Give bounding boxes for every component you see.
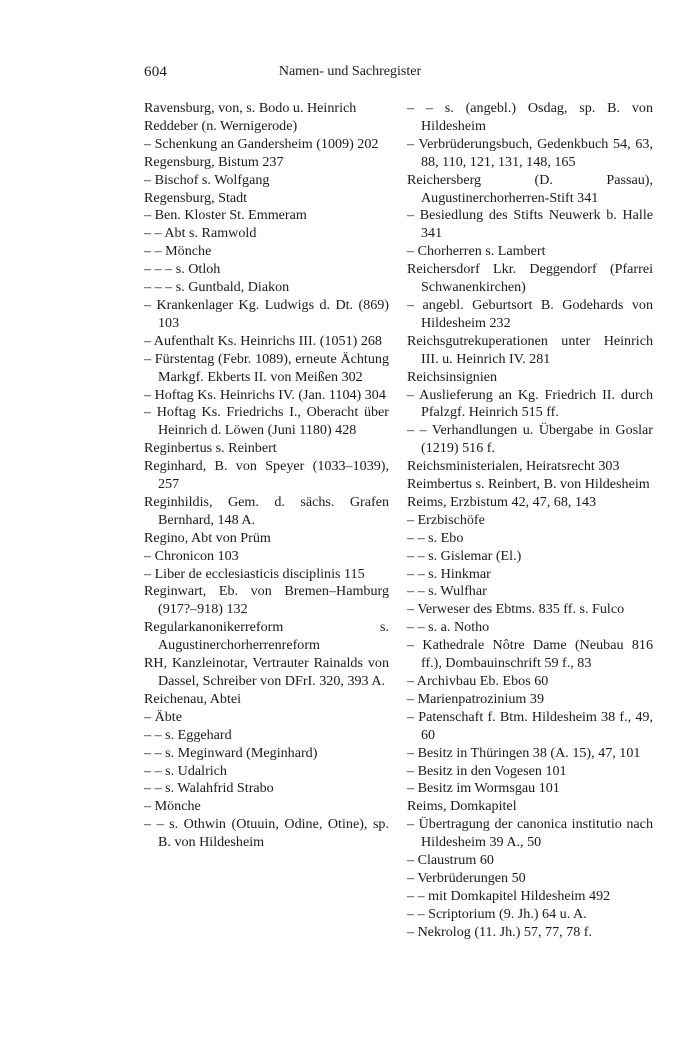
index-entry: – – s. Udalrich xyxy=(144,762,227,779)
index-entry: – Patenschaft f. Btm. Hildesheim 38 f., 49, 60 xyxy=(407,708,653,743)
index-entry: – Kathedrale Nôtre Dame (Neubau 816 ff.), Dombauinschrift 59 f., 83 xyxy=(407,637,653,672)
index-entry: – Verbrüderungsbuch, Gedenkbuch 54, 63, 88, 110, 121, 131, 148, 165 xyxy=(407,135,653,170)
index-entry: Reichersdorf Lkr. Deggendorf (Pfarrei Schwanenkirchen) xyxy=(407,261,653,296)
index-entry: – Claustrum 60 xyxy=(407,852,494,869)
index-entry: Reginhildis, Gem. d. sächs. Grafen Bernhard, 148 A. xyxy=(144,493,389,528)
page-number: 604 xyxy=(144,64,168,80)
index-entry: – – s. Meginward (Meginhard) xyxy=(144,744,318,761)
index-entry: Regensburg, Bistum 237 xyxy=(144,153,284,170)
running-title: Namen- und Sachregister xyxy=(278,64,422,79)
index-entry: – Krankenlager Kg. Ludwigs d. Dt. (869) 103 xyxy=(144,296,389,331)
index-entry: – Fürstentag (Febr. 1089), erneute Ächtung Markgf. Ekberts II. von Meißen 302 xyxy=(144,350,389,385)
index-entry: – Besitz in Thüringen 38 (A. 15), 47, 101 xyxy=(407,744,641,761)
index-entry: Reginbertus s. Reinbert xyxy=(144,440,277,457)
index-entry: – – s. a. Notho xyxy=(407,619,490,636)
index-entry: – Besitz im Wormsgau 101 xyxy=(407,780,560,797)
index-entry: – Ben. Kloster St. Emmeram xyxy=(144,207,307,224)
index-entry: – – – s. Otloh xyxy=(144,261,221,278)
index-entry: – Auslieferung an Kg. Friedrich II. durch Pfalzgf. Heinrich 515 ff. xyxy=(407,386,653,421)
index-entry: Reginhard, B. von Speyer (1033–1039), 257 xyxy=(144,458,389,493)
index-entry: – – Scriptorium (9. Jh.) 64 u. A. xyxy=(407,905,587,922)
index-entry: Regensburg, Stadt xyxy=(144,189,248,206)
index-entry: – Schenkung an Gandersheim (1009) 202 xyxy=(144,135,379,152)
index-entry: – Besiedlung des Stifts Neuwerk b. Halle 341 xyxy=(407,207,653,242)
index-entry: – – s. (angebl.) Osdag, sp. B. von Hildesheim xyxy=(407,100,653,134)
index-entry: Regino, Abt von Prüm xyxy=(144,529,271,546)
index-entry: – – s. Othwin (Otuuin, Odine, Otine), sp. B. von Hildesheim xyxy=(144,816,389,851)
index-entry: – Chronicon 103 xyxy=(144,547,239,564)
index-entry: – Verweser des Ebtms. 835 ff. s. Fulco xyxy=(407,601,625,618)
index-entry: – Aufenthalt Ks. Heinrichs III. (1051) 268 xyxy=(144,332,382,349)
index-entry: – – s. Walahfrid Strabo xyxy=(144,780,274,797)
index-entry: Reims, Domkapitel xyxy=(407,798,517,815)
index-entry: – Nekrolog (11. Jh.) 57, 77, 78 f. xyxy=(407,923,593,940)
index-column-left xyxy=(144,100,389,852)
index-entry: – – s. Eggehard xyxy=(144,726,232,743)
page-header xyxy=(0,64,700,88)
index-entry: – Bischof s. Wolfgang xyxy=(144,171,270,188)
index-entry: – Hoftag Ks. Friedrichs I., Oberacht über Heinrich d. Löwen (Juni 1180) 428 xyxy=(144,404,389,439)
index-entry: – – s. Ebo xyxy=(407,529,464,546)
index-entry: – – Verhandlungen u. Übergabe in Goslar (1219) 516 f. xyxy=(407,422,653,457)
index-entry: Reginwart, Eb. von Bremen–Hamburg (917?–918) 132 xyxy=(144,583,389,618)
index-entry: – – s. Hinkmar xyxy=(407,565,491,582)
index-entry: – Mönche xyxy=(144,798,201,815)
index-entry: Reddeber (n. Wernigerode) xyxy=(144,117,298,134)
index-entry: – Chorherren s. Lambert xyxy=(407,243,546,260)
index-entry: – Besitz in den Vogesen 101 xyxy=(407,762,567,779)
index-entry: – Liber de ecclesiasticis disciplinis 115 xyxy=(144,565,365,582)
index-entry: – Äbte xyxy=(144,708,182,725)
index-entry: – – mit Domkapitel Hildesheim 492 xyxy=(407,887,611,904)
index-column-right xyxy=(407,100,653,942)
index-entry: – – s. Wulfhar xyxy=(407,583,487,600)
index-entry: Regularkanonikerreform s. Augustinerchorherrenreform xyxy=(144,619,389,654)
index-entry: RH, Kanzleinotar, Vertrauter Rainalds von Dassel, Schreiber von DFrI. 320, 393 A. xyxy=(144,655,389,689)
index-entry: – Erzbischöfe xyxy=(407,511,485,528)
index-entry: – Verbrüderungen 50 xyxy=(407,869,526,886)
index-entry: – – Abt s. Ramwold xyxy=(144,225,257,242)
index-entry: – angebl. Geburtsort B. Godehards von Hildesheim 232 xyxy=(407,296,653,331)
index-entry: – – – s. Guntbald, Diakon xyxy=(144,279,290,296)
index-entry: Reichsministerialen, Heiratsrecht 303 xyxy=(407,458,620,475)
index-entry: Reichenau, Abtei xyxy=(144,690,242,707)
index-entry: Reimbertus s. Reinbert, B. von Hildesheim xyxy=(407,476,650,493)
index-entry: – Archivbau Eb. Ebos 60 xyxy=(407,673,549,689)
index-entry: – – s. Gislemar (El.) xyxy=(407,547,522,564)
index-entry: Reichsinsignien xyxy=(407,368,498,385)
index-entry: – – Mönche xyxy=(144,243,212,260)
index-entry: Reims, Erzbistum 42, 47, 68, 143 xyxy=(407,493,597,510)
index-entry: – Übertragung der canonica institutio nach Hildesheim 39 A., 50 xyxy=(407,816,653,851)
index-entry: Ravensburg, von, s. Bodo u. Heinrich xyxy=(144,100,357,116)
index-entry: – Hoftag Ks. Heinrichs IV. (Jan. 1104) 304 xyxy=(144,386,386,403)
index-entry: Reichsgutrekuperationen unter Heinrich III. u. Heinrich IV. 281 xyxy=(407,332,653,367)
index-entry: – Marienpatrozinium 39 xyxy=(407,690,544,707)
index-entry: Reichersberg (D. Passau), Augustinerchorherren-Stift 341 xyxy=(407,171,653,206)
